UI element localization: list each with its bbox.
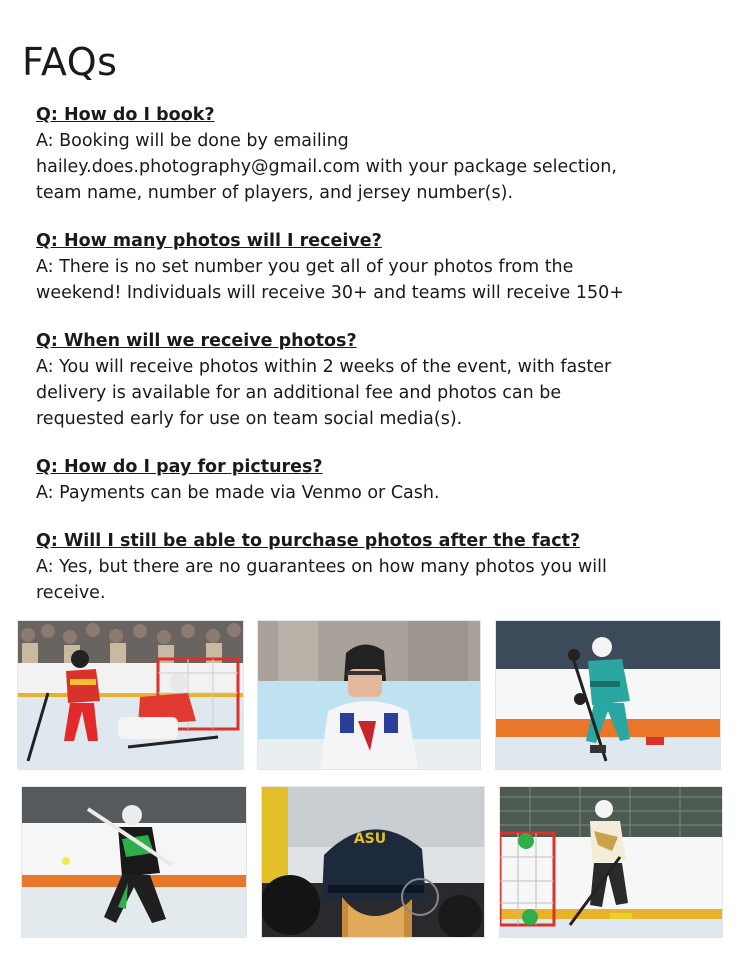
faq-answer-line: A: There is no set number you get all of your photos from the xyxy=(36,257,574,277)
page-title: FAQs xyxy=(22,40,118,84)
faq-answer-line: requested early for use on team social media(s). xyxy=(36,409,463,429)
faq-answer-line: team name, number of players, and jersey number(s). xyxy=(36,183,514,203)
faq-item-late-purchase xyxy=(36,528,716,606)
faq-question: Q: How many photos will I receive? xyxy=(36,231,382,251)
photo-teal-skater xyxy=(496,621,720,769)
faq-answer-line: A: You will receive photos within 2 weeks of the event, with faster xyxy=(36,357,612,377)
photo-goalie-save xyxy=(18,621,243,769)
faq-answer-line: hailey.does.photography@gmail.com with your package selection, xyxy=(36,157,617,177)
faq-answer-line: weekend! Individuals will receive 30+ and teams will receive 150+ xyxy=(36,283,624,303)
helmet-text: ASU xyxy=(353,831,387,847)
faq-answer-line: A: Payments can be made via Venmo or Cash. xyxy=(36,483,440,503)
faq-answer-line: receive. xyxy=(36,583,106,603)
faq-answer-line: A: Yes, but there are no guarantees on how many photos you will xyxy=(36,557,607,577)
faq-item-delivery xyxy=(36,328,716,432)
photo-helmet-closeup xyxy=(262,787,484,937)
faq-item-photo-count xyxy=(36,228,716,306)
faq-question: Q: How do I book? xyxy=(36,105,215,125)
photo-player-portrait xyxy=(258,621,480,769)
faq-answer-line: A: Booking will be done by emailing xyxy=(36,131,349,151)
faq-question: Q: How do I pay for pictures? xyxy=(36,457,323,477)
faq-item-payment xyxy=(36,454,716,506)
faq-answer-line: delivery is available for an additional fee and photos can be xyxy=(36,383,562,403)
faq-question: Q: When will we receive photos? xyxy=(36,331,357,351)
faq-item-booking xyxy=(36,102,716,206)
photo-green-shooter xyxy=(22,787,246,937)
faq-question: Q: Will I still be able to purchase photos after the fact? xyxy=(36,531,581,551)
photo-gold-skater xyxy=(500,787,722,937)
